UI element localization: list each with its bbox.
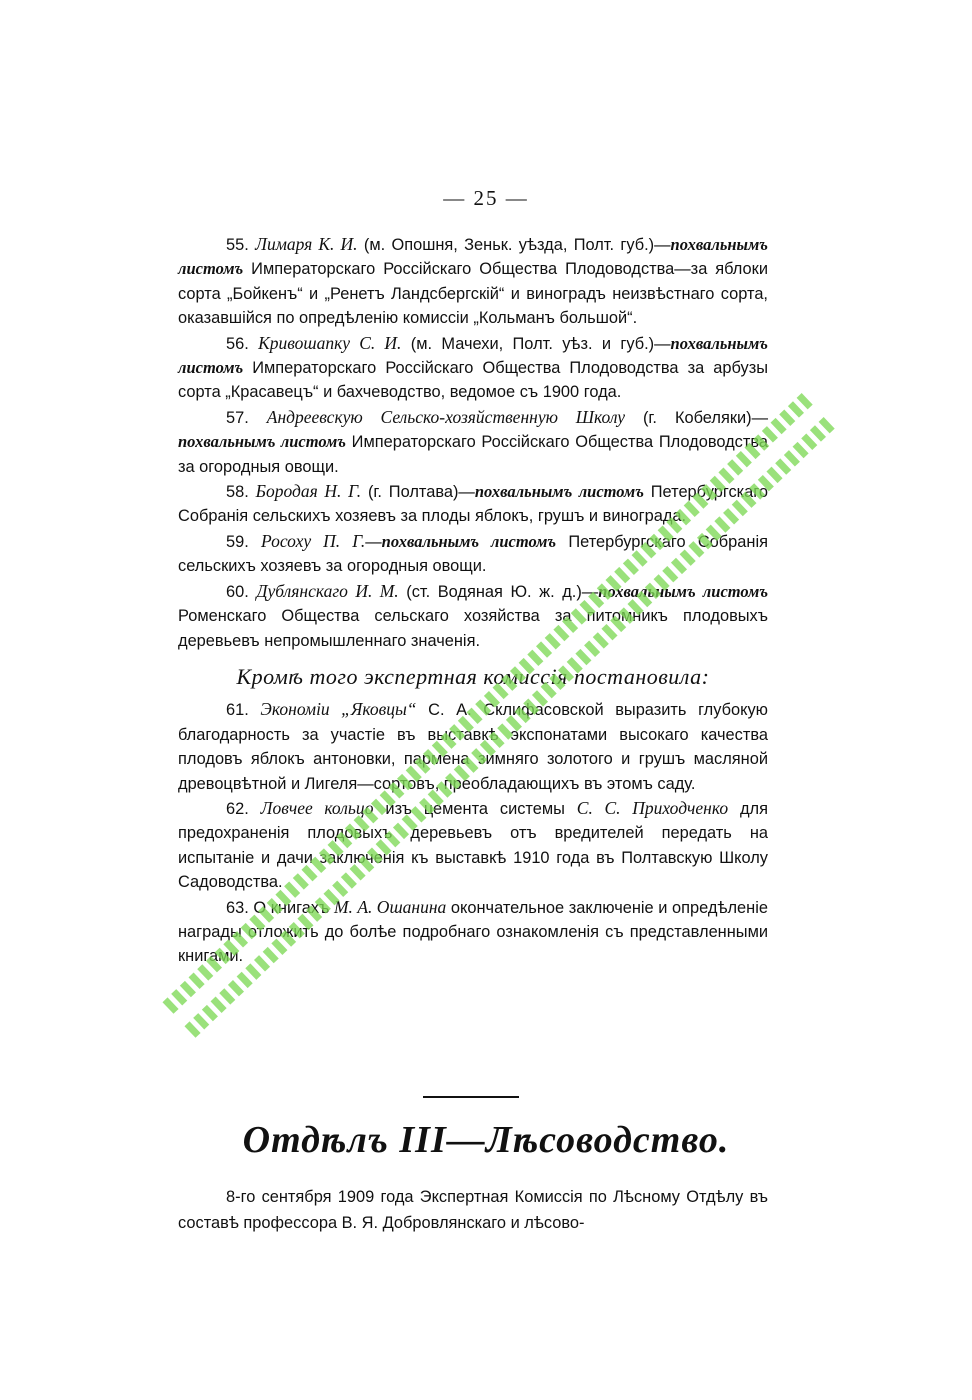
entry-text: Петербургскаго Собранія сельскихъ хозяевъ за плоды яблокъ, грушъ и винограда.: [178, 483, 769, 526]
entry-text: —: [365, 532, 382, 551]
entry-number: 56.: [226, 334, 249, 353]
entry-number: 58.: [226, 483, 249, 502]
list-item: [178, 796, 768, 895]
entry-name: Лимаря К. И.: [255, 234, 358, 254]
entry-text: О книгахъ: [253, 898, 334, 917]
entry-name: Дублянскаго И. М.: [256, 580, 399, 601]
list-item: [178, 479, 768, 529]
entry-number: 57.: [226, 408, 249, 427]
entry-text: Императорскаго Россійскаго Общества Плодоводства за арбузы сорта „Красавецъ“ и бахчеводство, ведомое съ 1900 года.: [178, 359, 768, 402]
entry-text: (ст. Водяная Ю. ж. д.)—: [398, 582, 599, 601]
entry-name: Кривошапку С. И.: [258, 332, 402, 353]
entry-award: похвальнымъ листомъ: [178, 235, 768, 279]
entry-award: похвальнымъ листомъ: [178, 432, 346, 452]
entry-name: Ловчее кольцо: [260, 797, 374, 818]
subheading: Кромѣ того экспертная комиссія постановила:: [236, 663, 710, 689]
list-item: [178, 579, 768, 653]
entry-award: похвальнымъ листомъ: [178, 333, 768, 378]
list-item: [178, 331, 768, 405]
entry-text: (г. Полтава)—: [361, 483, 475, 502]
entry-number: 62.: [226, 799, 249, 818]
list-item: [178, 232, 768, 331]
entry-award: похвальнымъ листомъ: [474, 482, 644, 502]
entry-award: похвальнымъ листомъ: [381, 531, 557, 551]
entry-text: (м. Мачехи, Полт. уѣз. и губ.)—: [401, 334, 671, 353]
entry-name: Росоху П. Г.: [261, 530, 366, 551]
entry-text: Императорскаго Россійскаго Общества Плодоводства—за яблоки сорта „Бойкенъ“ и „Ренетъ Ландсбергскій“ и виноградъ неизвѣстнаго сорта, оказавшійся по опредѣленію комиссіи „Кольманъ большой“.: [178, 260, 768, 328]
section-title: Отдѣлъ III—Лѣсоводство.: [242, 1119, 730, 1161]
divider: [423, 1096, 519, 1098]
entry-number: 63.: [226, 898, 249, 917]
entry-text: Императорскаго Россійскаго Общества Плодоводства за огородныя овощи.: [178, 433, 768, 476]
entry-name: Андреевскую Сельско-хозяйственную Школу: [266, 406, 625, 427]
entry-text: Роменскаго Общества сельскаго хозяйства за питомникъ плодовыхъ деревьевъ непромышленнаго значенія.: [178, 607, 768, 650]
list-item: [178, 405, 768, 479]
entry-number: 59.: [226, 532, 249, 551]
page-number: — 25 —: [443, 186, 529, 210]
entry-text: С. А. Склифасовской выразить глубокую благодарность за участіе въ выставкѣ экспонатами высокаго качества плодовъ яблокъ антоновки, пармена зимняго золотого и грушъ масляной древоцвѣтной и Лигеля—сортовъ, преобладающихъ въ этомъ саду.: [178, 701, 768, 793]
entry-text: Петербургскаго Собранія сельскихъ хозяевъ за огородныя овощи.: [178, 532, 768, 576]
list-item: [178, 895, 768, 969]
section-intro: [178, 1184, 768, 1236]
list-item: [178, 697, 768, 796]
award-list: [178, 232, 768, 969]
entry-name: Бородая Н. Г.: [255, 481, 362, 502]
entry-text: (м. Опошня, Зеньк. уѣзда, Полт. губ.)—: [357, 236, 671, 254]
entry-text: окончательное заключеніе и опредѣленіе награды отложить до болѣе подробнаго ознакомленія съ представленными книгами.: [178, 898, 768, 966]
entry-number: 60.: [226, 582, 249, 601]
entry-text: изъ цемента системы: [373, 799, 577, 818]
paragraph: 8-го сентября 1909 года Экспертная Комиссія по Лѣсному Отдѣлу въ составѣ профессора В. Я. Добровлянскаго и лѣсово-: [178, 1188, 768, 1232]
entry-number: 55.: [226, 236, 249, 254]
entry-number: 61.: [226, 701, 249, 720]
entry-text: (г. Кобеляки)—: [624, 408, 768, 427]
list-item: [178, 529, 768, 579]
entry-award: похвальнымъ листомъ: [598, 581, 769, 601]
entry-name: Экономіи „Яковцы“: [260, 699, 417, 720]
entry-name: М. А. Ошанина: [333, 896, 447, 917]
entry-text: для предохраненія плодовыхъ деревьевъ отъ вредителей передать на испытаніе и дачи заключенія къ выставкѣ 1910 года въ Полтавскую Школу Садоводства.: [178, 799, 768, 892]
entry-name: С. С. Приходченко: [576, 797, 729, 818]
